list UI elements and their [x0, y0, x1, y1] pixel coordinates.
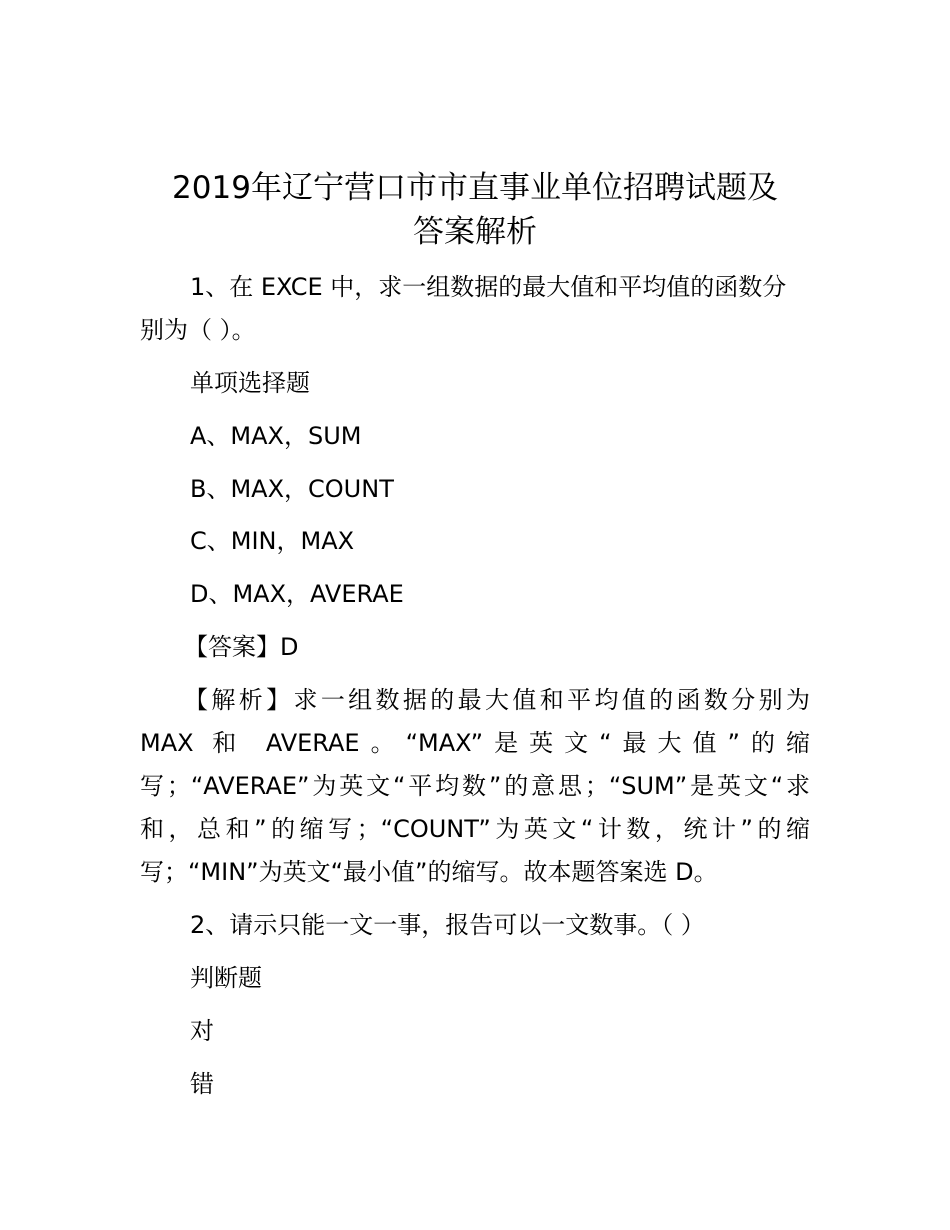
question-1-analysis-line-5: 写；“MIN”为英文“最小值”的缩写。故本题答案选 D。 [140, 858, 718, 886]
question-1-stem-line-1: 1、在 EXCE 中，求一组数据的最大值和平均值的函数分 [190, 273, 787, 301]
question-1-stem-line-2: 别为（ ）。 [140, 316, 256, 344]
question-1-analysis-line-1: 【解析】求一组数据的最大值和平均值的函数分别为 [184, 686, 810, 714]
question-1-option-d: D、MAX，AVERAE [190, 580, 404, 608]
question-1-option-b: B、MAX，COUNT [190, 475, 394, 503]
question-2-option-true: 对 [190, 1017, 214, 1045]
question-1-option-a: A、MAX，SUM [190, 422, 362, 450]
question-1-analysis-line-3: 写；“AVERAE”为英文“平均数”的意思；“SUM”是英文“求 [140, 772, 810, 800]
question-1-analysis-line-2: MAX 和 AVERAE。“MAX”是英文“最大值”的缩 [140, 729, 810, 757]
question-2-option-false: 错 [190, 1070, 214, 1098]
document-title-line-2: 答案解析 [413, 214, 537, 250]
question-1-answer: 【答案】D [184, 633, 299, 661]
question-1-analysis-line-4: 和，总和”的缩写；“COUNT”为英文“计数，统计”的缩 [140, 815, 810, 843]
question-2-type: 判断题 [190, 964, 262, 992]
question-1-option-c: C、MIN，MAX [190, 527, 355, 555]
document-title-line-1: 2019年辽宁营口市市直事业单位招聘试题及 [172, 170, 778, 206]
question-2-stem: 2、请示只能一文一事，报告可以一文数事。（ ） [190, 911, 705, 939]
question-1-type: 单项选择题 [190, 369, 310, 397]
